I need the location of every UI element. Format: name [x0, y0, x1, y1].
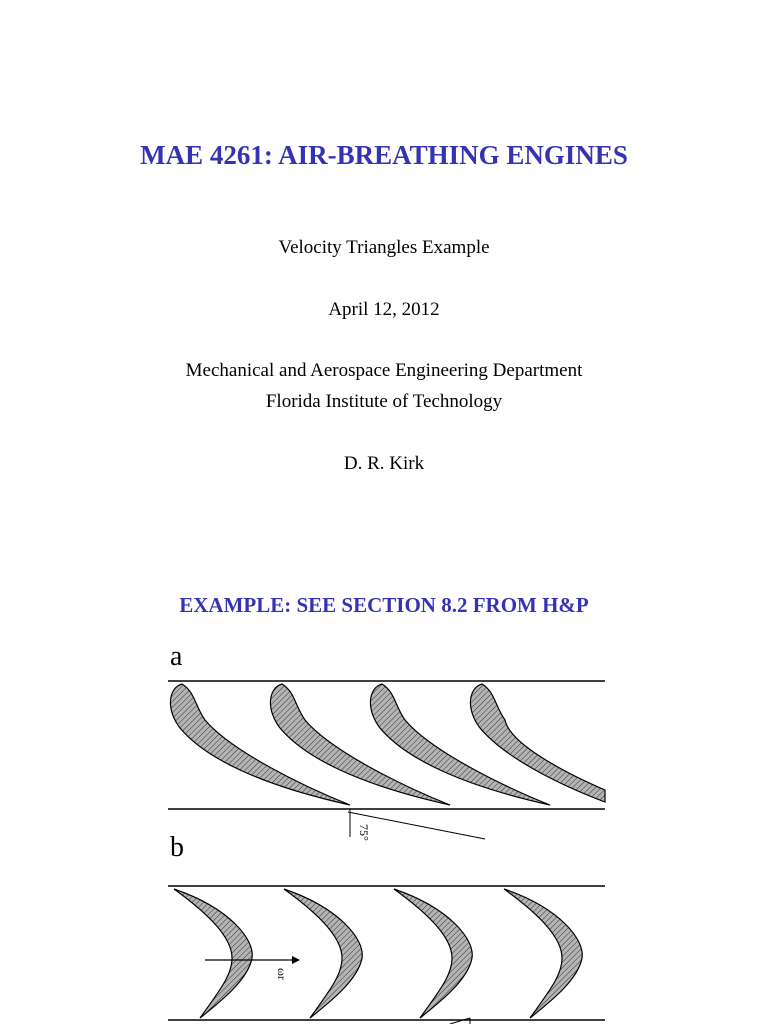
rotor-velocity-arrowhead — [292, 956, 300, 964]
blade-b1 — [174, 889, 252, 1018]
figure-label-a: a — [170, 641, 183, 672]
exit-angle-line — [450, 1018, 470, 1024]
angle-label: 75° — [357, 824, 371, 841]
cascade-a — [168, 681, 605, 841]
subtitle: Velocity Triangles Example — [278, 237, 490, 258]
cascade-b — [168, 886, 605, 1024]
date: April 12, 2012 — [328, 299, 440, 320]
document-title: MAE 4261: AIR-BREATHING ENGINES — [140, 140, 628, 170]
department: Mechanical and Aerospace Engineering Department — [185, 360, 583, 381]
blade-b3 — [394, 889, 472, 1018]
section-heading: EXAMPLE: SEE SECTION 8.2 FROM H&P — [179, 593, 589, 617]
blade-b4 — [504, 889, 582, 1018]
blade-b2 — [284, 889, 362, 1018]
blade-cascade-figure — [160, 640, 620, 1024]
figure-label-b: b — [170, 832, 184, 863]
institution: Florida Institute of Technology — [265, 391, 503, 412]
rotor-velocity-label: ωr — [275, 968, 289, 980]
author: D. R. Kirk — [343, 453, 425, 474]
